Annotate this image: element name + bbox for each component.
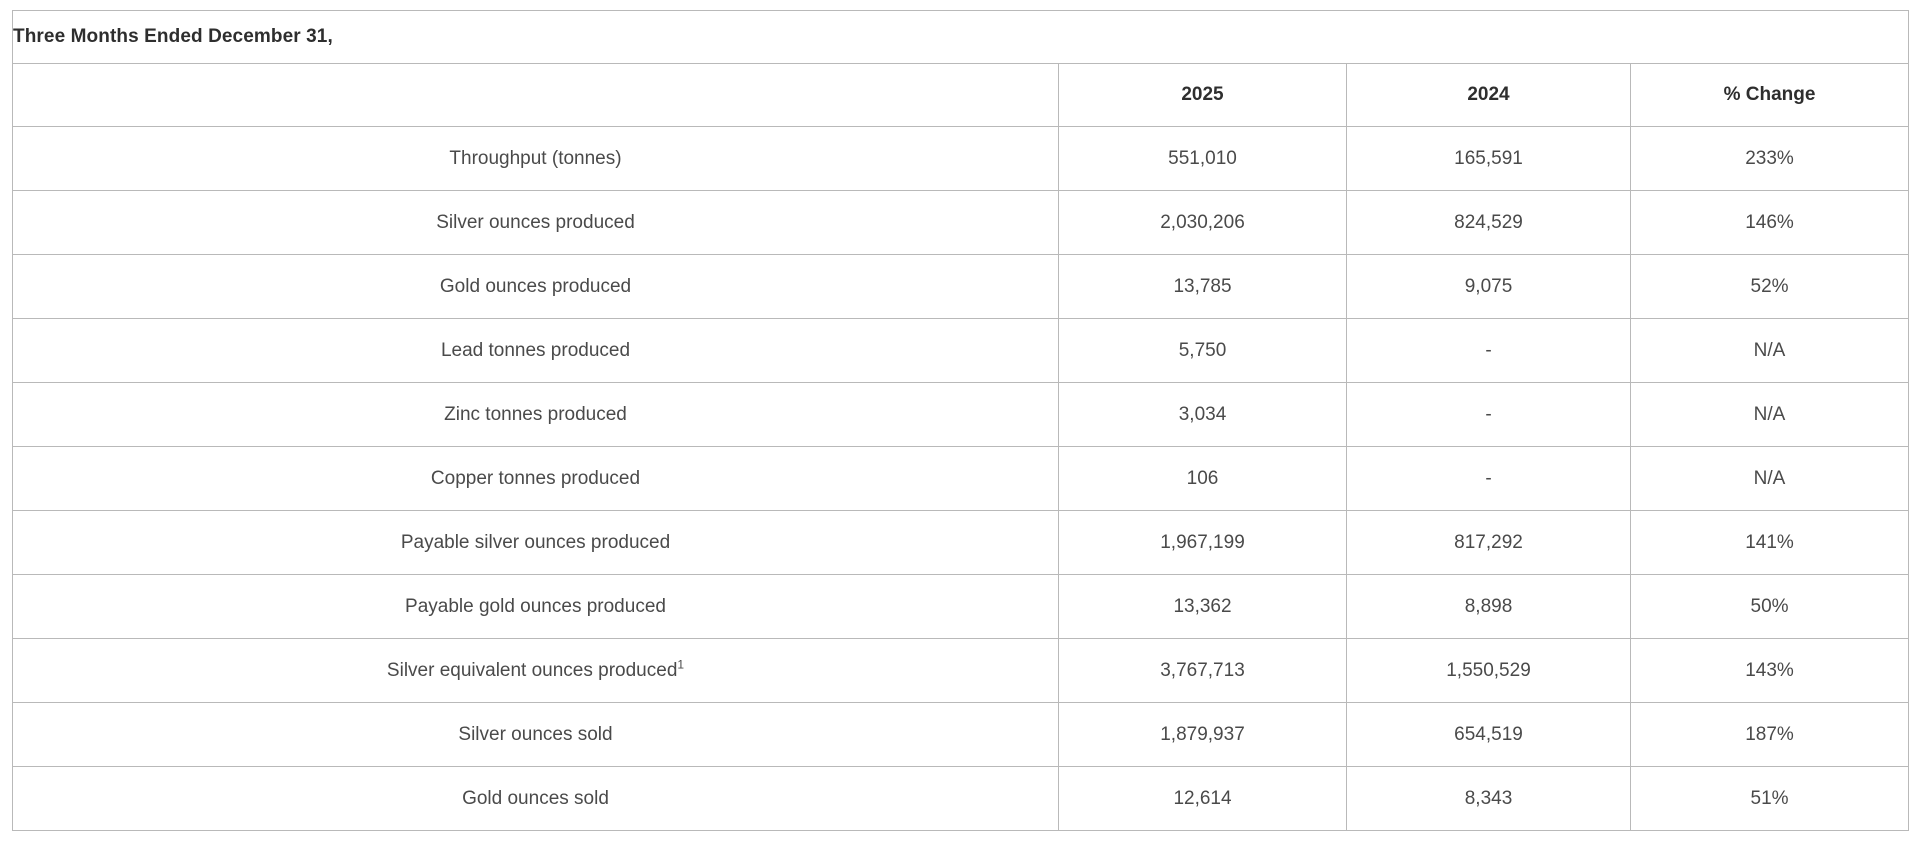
- row-label: Silver ounces sold: [13, 703, 1059, 767]
- table-row: [13, 255, 1909, 319]
- table-row: [13, 767, 1909, 831]
- row-label: Payable gold ounces produced: [13, 575, 1059, 639]
- row-value-2025: 13,785: [1059, 255, 1347, 319]
- row-value-2024: 8,343: [1347, 767, 1631, 831]
- row-value-change: 50%: [1631, 575, 1909, 639]
- row-value-change: 141%: [1631, 511, 1909, 575]
- row-label-text: Silver equivalent ounces produced: [386, 659, 678, 681]
- row-label: Gold ounces sold: [13, 767, 1059, 831]
- table-row: [13, 319, 1909, 383]
- table-header-row: [13, 64, 1909, 127]
- row-label: Silver ounces produced: [13, 191, 1059, 255]
- row-label-with-footnote: [13, 639, 1059, 703]
- header-cell-2025: 2025: [1059, 64, 1347, 127]
- row-value-2025: 12,614: [1059, 767, 1347, 831]
- header-cell-change: % Change: [1631, 64, 1909, 127]
- row-value-2024: 817,292: [1347, 511, 1631, 575]
- row-value-change: 143%: [1631, 639, 1909, 703]
- row-label: Throughput (tonnes): [13, 127, 1059, 191]
- row-value-change: N/A: [1631, 319, 1909, 383]
- row-value-2024: 165,591: [1347, 127, 1631, 191]
- row-label: Payable silver ounces produced: [13, 511, 1059, 575]
- table-title-row: [13, 11, 1909, 64]
- row-value-change: 187%: [1631, 703, 1909, 767]
- table-row: [13, 191, 1909, 255]
- row-value-2025: 551,010: [1059, 127, 1347, 191]
- row-value-2024: 654,519: [1347, 703, 1631, 767]
- row-value-change: N/A: [1631, 383, 1909, 447]
- footnote-marker: 1: [677, 657, 685, 672]
- row-value-change: 51%: [1631, 767, 1909, 831]
- row-value-2025: 2,030,206: [1059, 191, 1347, 255]
- header-cell-2024: 2024: [1347, 64, 1631, 127]
- row-value-2025: 5,750: [1059, 319, 1347, 383]
- row-value-2024: -: [1347, 447, 1631, 511]
- table-row: [13, 511, 1909, 575]
- row-value-change: N/A: [1631, 447, 1909, 511]
- table-body: [13, 11, 1909, 831]
- table-row: [13, 703, 1909, 767]
- table-row: [13, 127, 1909, 191]
- row-value-2024: -: [1347, 319, 1631, 383]
- row-value-2024: 9,075: [1347, 255, 1631, 319]
- row-value-2024: -: [1347, 383, 1631, 447]
- row-label: Gold ounces produced: [13, 255, 1059, 319]
- table-row: [13, 383, 1909, 447]
- row-value-2025: 3,767,713: [1059, 639, 1347, 703]
- production-results-table: [12, 10, 1909, 831]
- row-value-2024: 824,529: [1347, 191, 1631, 255]
- row-value-2025: 3,034: [1059, 383, 1347, 447]
- row-value-2025: 13,362: [1059, 575, 1347, 639]
- row-value-2024: 1,550,529: [1347, 639, 1631, 703]
- row-label: Lead tonnes produced: [13, 319, 1059, 383]
- table-row: [13, 447, 1909, 511]
- table-title: Three Months Ended December 31,: [13, 11, 1909, 64]
- row-value-2025: 1,879,937: [1059, 703, 1347, 767]
- row-label: Copper tonnes produced: [13, 447, 1059, 511]
- row-value-change: 233%: [1631, 127, 1909, 191]
- row-value-change: 146%: [1631, 191, 1909, 255]
- row-value-2025: 1,967,199: [1059, 511, 1347, 575]
- row-value-2025: 106: [1059, 447, 1347, 511]
- row-label: Zinc tonnes produced: [13, 383, 1059, 447]
- table-row: [13, 639, 1909, 703]
- header-cell-blank: [13, 64, 1059, 127]
- row-value-2024: 8,898: [1347, 575, 1631, 639]
- table-row: [13, 575, 1909, 639]
- row-value-change: 52%: [1631, 255, 1909, 319]
